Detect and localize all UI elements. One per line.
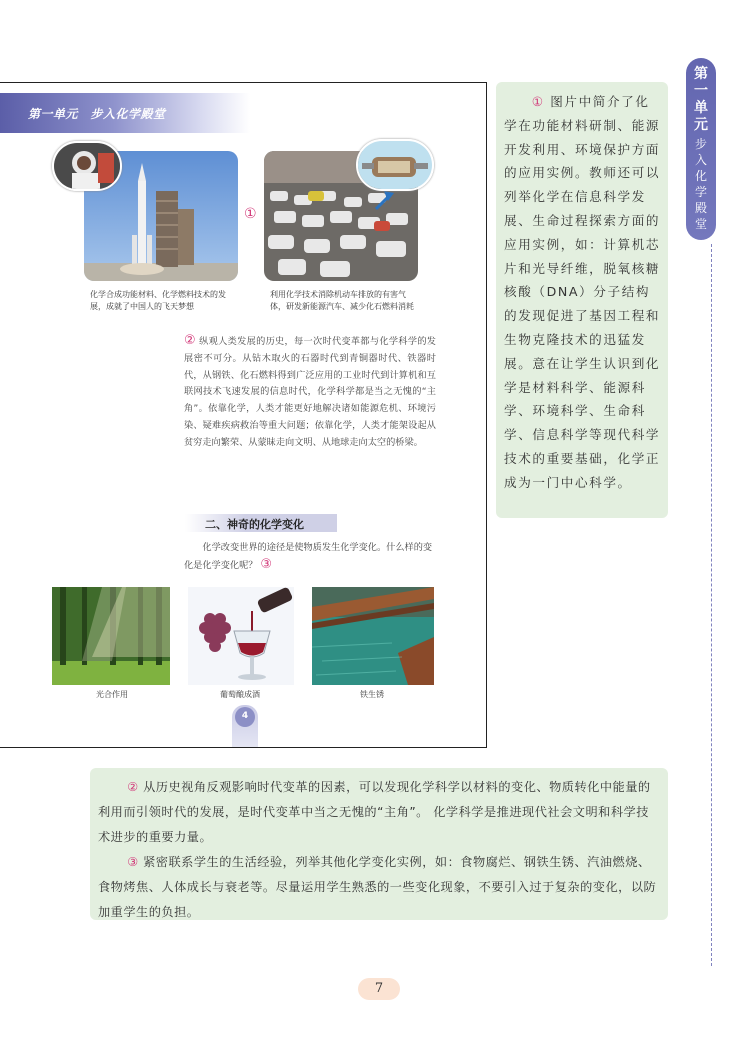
grape-wine-image — [188, 587, 294, 685]
page-number: 7 — [358, 978, 400, 1000]
unit-header-banner — [0, 93, 250, 133]
inner-page-number-tab — [232, 705, 258, 748]
chemical-change-paragraph-text: 化学改变世界的途径是使物质发生化学变化。什么样的变化是化学变化呢？ — [184, 542, 433, 571]
note-bottom-paragraph-1 — [98, 775, 660, 850]
note-bottom-paragraph-1-text: 从历史视角反观影响时代变革的因素，可以发现化学科学以材料的变化、物质转化中能量的利用而引领时代的发展，是时代变革中当之无愧的“主角”。 化学科学是推进现代社会文明和科学技术进步的重要力量。 — [98, 780, 651, 844]
annotation-marker-2: ② — [184, 333, 196, 348]
side-tab-title — [690, 66, 712, 134]
catalytic-converter-inset-image — [356, 139, 434, 191]
section-heading-bar — [185, 514, 337, 532]
note-marker-1: ① — [531, 94, 545, 109]
astronaut-inset-image — [52, 141, 122, 191]
unit-side-tab — [686, 58, 716, 240]
note-marker-2: ② — [127, 780, 139, 794]
caption-rocket: 化学合成功能材料、化学燃料技术的发展，成就了中国人的飞天梦想 — [90, 290, 226, 311]
rusty-iron-image — [312, 587, 434, 685]
unit-header-title: 第一单元 步入化学殿堂 — [28, 107, 166, 121]
forest-photosynthesis-image — [52, 587, 170, 685]
caption-wine: 葡萄酿成酒 — [220, 690, 260, 699]
annotation-marker-1: ① — [244, 206, 257, 222]
note-bottom-paragraph-2-text: 紧密联系学生的生活经验，列举其他化学变化实例，如：食物腐烂、钢铁生锈、汽油燃烧、食物烤焦、人体成长与衰老等。尽量运用学生熟悉的一些变化现象，不要引入过于复杂的变化，以防加重学生的负担。 — [98, 855, 657, 919]
chemical-change-paragraph — [184, 540, 436, 575]
embedded-textbook-page — [0, 82, 487, 748]
caption-rust: 铁生锈 — [360, 690, 384, 699]
note-right-text: 图片中简介了化学在功能材料研制、能源开发利用、环境保护方面的应用实例。教师还可以列举化学在信息科学发展、生命过程探索方面的应用实例，如：计算机芯片和光导纤维，脱氧核糖核酸（DNA）分子结构的发现促进了基因工程和生物克隆技术的迅猛发展。意在让学生认识到化学是材料科学、能源科学、环境科学、生命科学、信息科学等现代科学技术的重要基础，化学正成为一门中心科学。 — [504, 94, 661, 490]
margin-dashed-divider — [711, 244, 712, 966]
note-bottom-paragraph-2 — [98, 850, 660, 925]
caption-traffic: 利用化学技术消除机动车排放的有害气体，研发新能源汽车、减少化石燃料消耗 — [270, 290, 414, 311]
inner-page-number: 4 — [241, 711, 249, 721]
side-tab-subtitle-text: 步入化学殿堂 — [694, 137, 707, 231]
section-heading: 二、神奇的化学变化 — [205, 518, 304, 531]
side-tab-subtitle — [691, 136, 711, 232]
side-tab-title-text: 第一单元 — [694, 66, 708, 133]
teacher-note-bottom — [90, 768, 668, 920]
annotation-marker-3: ③ — [260, 556, 273, 572]
history-paragraph-text: 纵观人类发展的历史，每一次时代变革都与化学科学的发展密不可分。从钻木取火的石器时代到青铜器时代、铁器时代，从钢铁、化石燃料得到广泛应用的工业时代到计算机和互联网技术飞速发展的信息时代，化学科学都是当之无愧的“主角”。依靠化学，人类才能更好地解决诸如能源危机、环境污染、疑难疾病救治等重大问题；依靠化学，人类才能架设起从贫穷走向繁荣、从蒙昧走向文明、从地球走向太空的桥梁。 — [184, 336, 436, 448]
caption-photosynthesis: 光合作用 — [96, 690, 128, 699]
history-paragraph — [184, 333, 436, 452]
note-marker-3: ③ — [127, 855, 139, 869]
teacher-note-right — [496, 82, 668, 518]
